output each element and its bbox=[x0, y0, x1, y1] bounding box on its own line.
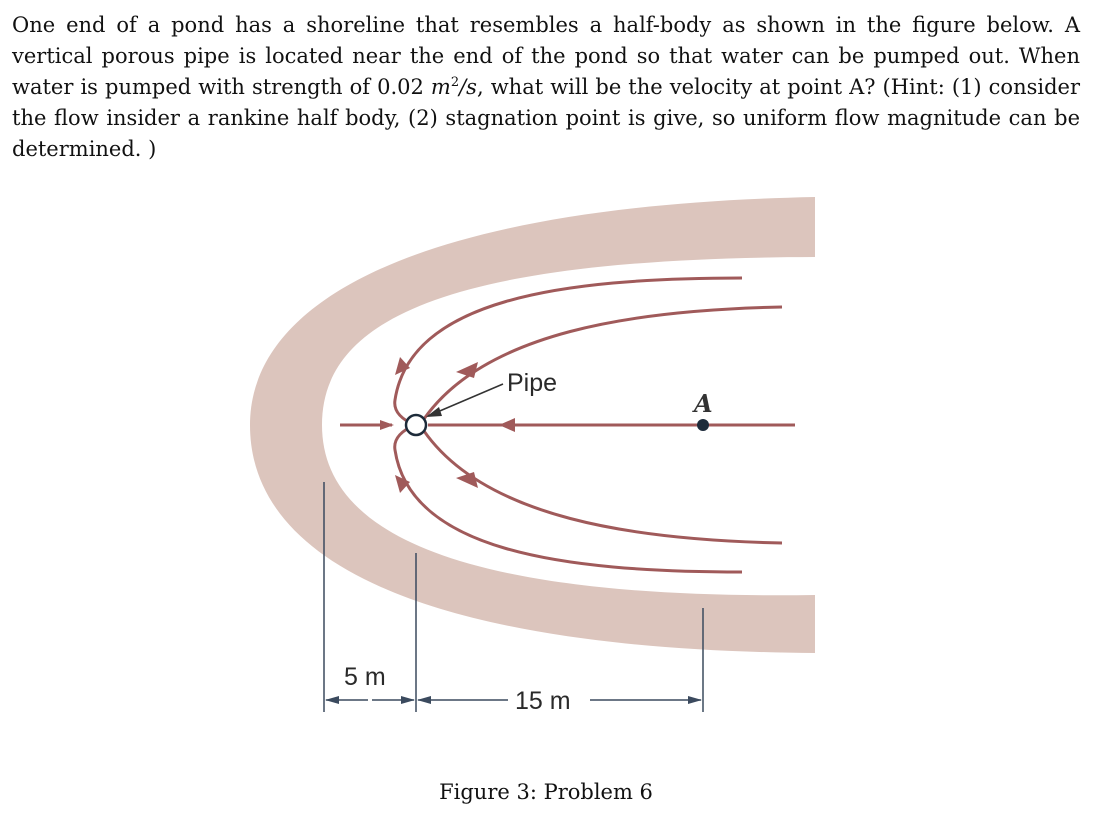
streamline-dividing-lower bbox=[395, 425, 742, 572]
flow-arrow-icon bbox=[456, 362, 478, 378]
unit-base: m bbox=[430, 75, 451, 99]
dim-15m-label: 15 m bbox=[515, 687, 571, 715]
problem-text-before: One end of a pond has a shoreline that resembles a half-body as shown in the figure below. A vertical porous pipe is located near the end of the pond so that water can be pumped out. When water is pumped with strength of 0.02 bbox=[12, 13, 1080, 99]
flow-arrow-icon bbox=[499, 418, 515, 432]
pipe-source bbox=[406, 415, 426, 435]
figure-caption: Figure 3: Problem 6 bbox=[439, 780, 653, 804]
point-a-marker bbox=[697, 419, 709, 431]
streamline-dividing-upper bbox=[395, 278, 742, 425]
problem-text-after: , what will be the velocity at point A? (Hint: (1) consider the flow insider a rankine half body, (2) stagnation point is give, so uniform flow magnitude can be determined. ) bbox=[12, 75, 1080, 161]
flow-arrow-icon bbox=[456, 472, 478, 488]
pipe-label: Pipe bbox=[507, 369, 558, 397]
unit-rest: /s bbox=[459, 75, 477, 99]
dim-5m-label: 5 m bbox=[344, 663, 386, 691]
unit-exponent: 2 bbox=[450, 75, 460, 90]
point-a-label: A bbox=[694, 389, 713, 418]
